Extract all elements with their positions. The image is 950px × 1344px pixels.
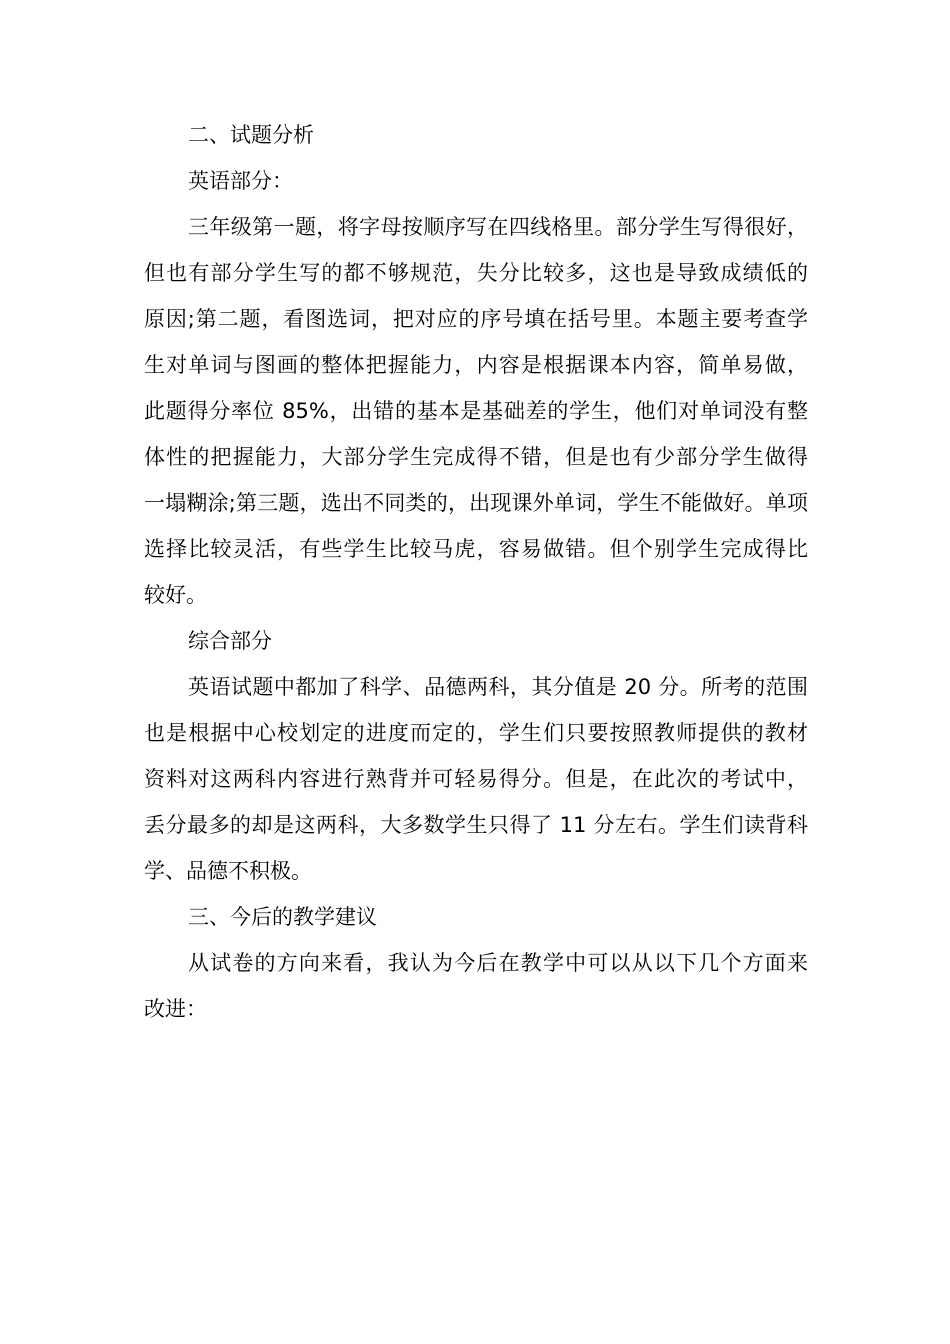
section-heading-suggestions: 三、今后的教学建议 bbox=[188, 905, 377, 929]
document-body bbox=[144, 112, 808, 1032]
comprehensive-paragraph bbox=[144, 664, 808, 894]
paragraph-line: 英语试题中都加了科学、品德两科，其分值是 20 分。所考的范围 bbox=[188, 675, 808, 699]
paragraph-line: 资料对这两科内容进行熟背并可轻易得分。但是，在此次的考试中， bbox=[144, 767, 808, 791]
section-heading-analysis: 二、试题分析 bbox=[188, 123, 314, 147]
paragraph-line: 学、品德不积极。 bbox=[144, 859, 312, 883]
paragraph-line: 体性的把握能力，大部分学生完成得不错，但是也有少部分学生做得 bbox=[144, 445, 808, 469]
paragraph-line: 选择比较灵活，有些学生比较马虎，容易做错。但个别学生完成得比 bbox=[144, 537, 808, 561]
paragraph-line: 原因;第二题，看图选词，把对应的序号填在括号里。本题主要考查学 bbox=[144, 307, 808, 331]
paragraph-line: 此题得分率位 85%，出错的基本是基础差的学生，他们对单词没有整 bbox=[144, 399, 808, 423]
suggestions-paragraph bbox=[144, 940, 808, 1032]
paragraph-line: 丢分最多的却是这两科，大多数学生只得了 11 分左右。学生们读背科 bbox=[144, 813, 808, 837]
paragraph-line: 从试卷的方向来看，我认为今后在教学中可以从以下几个方面来 bbox=[188, 951, 808, 975]
paragraph-line: 一塌糊涂;第三题，选出不同类的，出现课外单词，学生不能做好。单项 bbox=[144, 491, 808, 515]
subsection-heading-english: 英语部分： bbox=[188, 169, 293, 193]
paragraph-line: 生对单词与图画的整体把握能力，内容是根据课本内容，简单易做， bbox=[144, 353, 808, 377]
paragraph-line: 也是根据中心校划定的进度而定的，学生们只要按照教师提供的教材 bbox=[144, 721, 808, 745]
paragraph-line: 但也有部分学生写的都不够规范，失分比较多，这也是导致成绩低的 bbox=[144, 261, 808, 285]
paragraph-line: 三年级第一题，将字母按顺序写在四线格里。部分学生写得很好， bbox=[188, 215, 808, 239]
paragraph-line: 较好。 bbox=[144, 583, 207, 607]
subsection-heading-comprehensive: 综合部分 bbox=[188, 629, 272, 653]
paragraph-line: 改进： bbox=[144, 997, 207, 1021]
english-analysis-paragraph bbox=[144, 204, 808, 618]
